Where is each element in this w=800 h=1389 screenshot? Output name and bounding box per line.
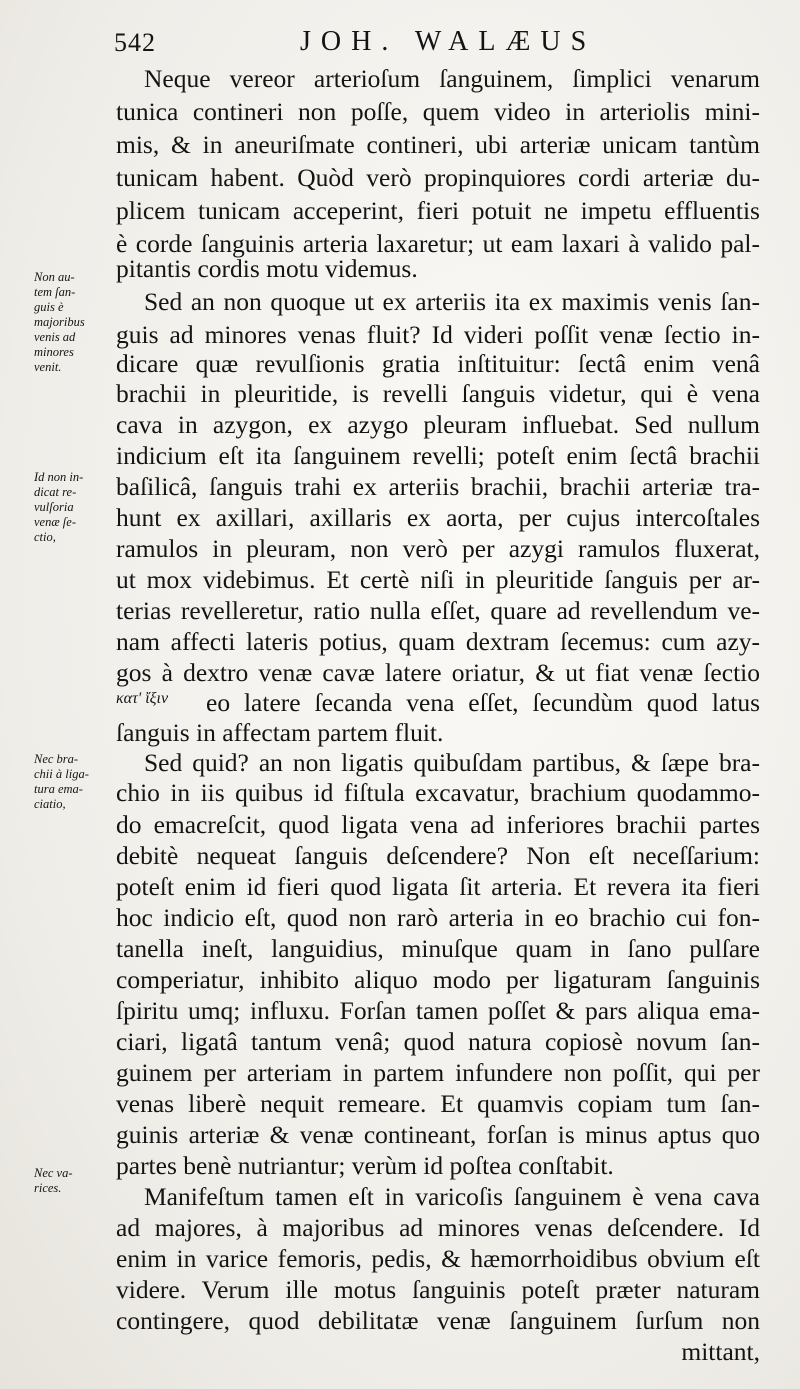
text-line: gos à dextro venæ cavæ latere oriatur, & ut fiat venæ ſectio xyxy=(116,658,760,687)
margin-note: Id non in- dicat re- vulſoria venæ ſe- ctio, xyxy=(34,470,84,544)
text-line: brachii in pleuritide, is revelli ſanguis videtur, qui è vena xyxy=(116,379,760,408)
text-line: guinis arteriæ & venæ contineant, forſan is minus aptus quo xyxy=(116,1120,760,1149)
text-line: hunt ex axillari, axillaris ex aorta, per cujus intercoſtales xyxy=(116,503,760,532)
text-line: partes benè nutriantur; verùm id poſtea conſtabit. xyxy=(116,1151,614,1180)
margin-note: Non au- tem ſan- guis è majoribus venis ad minores venit. xyxy=(34,270,85,374)
text-line: ſpiritu umq; influxu. Forſan tamen poſſet & pars aliqua ema- xyxy=(116,996,760,1025)
text-line: Sed an non quoque ut ex arteriis ita ex maximis venis ſan- xyxy=(144,287,760,316)
text-line: Sed quid? an non ligatis quibuſdam partibus, & ſæpe bra- xyxy=(144,748,760,777)
text-line: eo latere ſecanda vena eſſet, ſecundùm quod latus xyxy=(206,688,760,717)
text-line: guinem per arteriam in partem infundere non poſſit, qui per xyxy=(116,1058,760,1087)
text-line: terias revelleretur, ratio nulla eſſet, quare ad revellendum ve- xyxy=(116,596,760,625)
text-line: è corde ſanguinis arteria laxaretur; ut eam laxari à valido pal- xyxy=(116,229,760,258)
text-line: ut mox videbimus. Et certè niſi in pleuritide ſanguis per ar- xyxy=(116,565,760,594)
text-line: tunicam habent. Quòd verò propinquiores cordi arteriæ du- xyxy=(116,163,760,192)
catchword: mittant, xyxy=(681,1337,760,1366)
text-line: tunica contineri non poſſe, quem video in arteriolis mini- xyxy=(116,97,760,126)
text-line: plicem tunicam acceperint, fieri potuit ne impetu effluentis xyxy=(116,196,760,225)
text-line: debitè nequeat ſanguis deſcendere? Non eſt neceſſarium: xyxy=(116,841,760,870)
margin-note: Nec va- rices. xyxy=(34,1166,73,1195)
text-line: ſanguis in affectam partem fluit. xyxy=(116,718,444,747)
text-line: ramulos in pleuram, non verò per azygi ramulos fluxerat, xyxy=(116,534,760,563)
text-line: contingere, quod debilitatæ venæ ſanguinem ſurſum non xyxy=(116,1306,760,1335)
text-line: guis ad minores venas fluit? Id videri poſſit venæ ſectio in- xyxy=(116,320,760,349)
text-line: mis, & in aneuriſmate contineri, ubi arteriæ unicam tantùm xyxy=(116,130,760,159)
text-line: Manifeſtum tamen eſt in varicoſis ſanguinem è vena cava xyxy=(144,1182,760,1211)
text-line: pitantis cordis motu videmus. xyxy=(116,254,418,283)
text-line: cava in azygon, ex azygo pleuram influebat. Sed nullum xyxy=(116,410,760,439)
text-line: tanella ineſt, languidius, minuſque quam in ſano pulſare xyxy=(116,934,760,963)
text-line: nam affecti lateris potius, quam dextram ſecemus: cum azy- xyxy=(116,627,760,656)
running-head: JOH. WALÆUS xyxy=(300,26,597,57)
text-line: ciari, ligatâ tantum venâ; quod natura copiosè novum ſan- xyxy=(116,1027,760,1056)
text-line: indicium eſt ita ſanguinem revelli; poteſt enim ſectâ brachii xyxy=(116,441,760,470)
text-line: dicare quæ revulſionis gratia inſtituitur: ſectâ enim venâ xyxy=(116,349,760,378)
margin-note: Nec bra- chii à liga- tura ema- ciatio, xyxy=(34,752,89,811)
text-line: comperiatur, inhibito aliquo modo per ligaturam ſanguinis xyxy=(116,965,760,994)
text-line: poteſt enim id fieri quod ligata ſit arteria. Et revera ita fieri xyxy=(116,872,760,901)
text-line: venas liberè nequit remeare. Et quamvis copiam tum ſan- xyxy=(116,1089,760,1118)
text-line: do emacreſcit, quod ligata vena ad inferiores brachii partes xyxy=(116,810,760,839)
text-line: hoc indicio eſt, quod non rarò arteria in eo brachio cui fon- xyxy=(116,903,760,932)
greek-phrase: κατ' ἴξιν xyxy=(116,690,169,707)
text-line: enim in varice femoris, pedis, & hæmorrhoidibus obvium eſt xyxy=(116,1244,760,1273)
text-line: Neque vereor arterioſum ſanguinem, ſimplici venarum xyxy=(144,64,760,93)
text-line: ad majores, à majoribus ad minores venas deſcendere. Id xyxy=(116,1213,760,1242)
page-number: 542 xyxy=(114,28,156,57)
text-line: chio in iis quibus id fiſtula excavatur, brachium quodammo- xyxy=(116,778,760,807)
text-line: baſilicâ, ſanguis trahi ex arteriis brachii, brachii arteriæ tra- xyxy=(116,472,760,501)
text-line: videre. Verum ille motus ſanguinis poteſt præter naturam xyxy=(116,1275,760,1304)
